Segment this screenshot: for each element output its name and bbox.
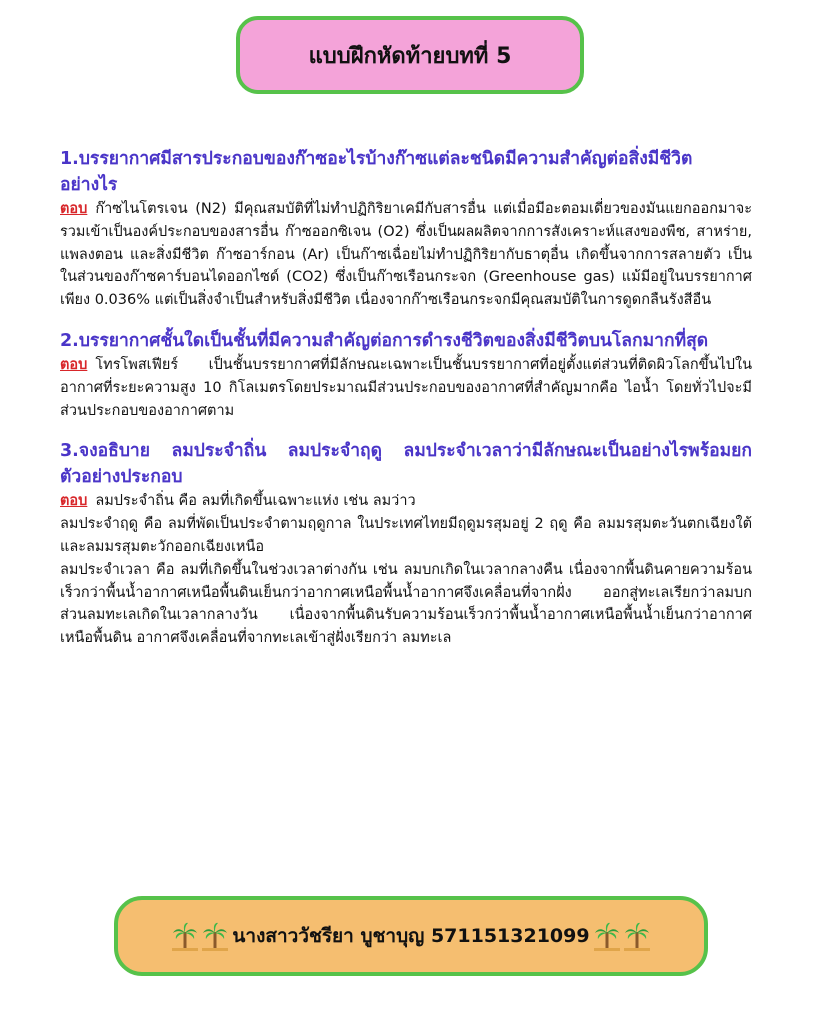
- question-text: 1.บรรยากาศมีสารประกอบของก๊าซอะไรบ้างก๊าซแต่ละชนิดมีความสำคัญต่อสิ่งมีชีวิต อย่างไร: [60, 149, 693, 195]
- palm-tree-icon: [172, 921, 198, 951]
- question-1: [60, 146, 752, 312]
- answer-text: ตอบ โทรโพสเฟียร์ เป็นชั้นบรรยากาศที่มีลักษณะเฉพาะเป็นชั้นบรรยากาศที่อยู่ตั้งแต่ส่วนที่ติดผิวโลกขึ้นไปในอากาศที่ระยะความสูง 10 กิโลเมตรโดยประมาณมีส่วนประกอบของอากาศที่สำคัญมากคือ ไอน้ำ โดยทั่วไปจะมีส่วนประกอบของอากาศตาม: [60, 356, 752, 419]
- palm-tree-icon: [594, 921, 620, 951]
- question-2: [60, 328, 752, 422]
- answer-text: ตอบ ก๊าซไนโตรเจน (N2) มีคุณสมบัติที่ไม่ทำปฏิกิริยาเคมีกับสารอื่น แต่เมื่อมีอะตอมเดี่ยวของมันแยกออกมาจะรวมเข้าเป็นองค์ประกอบของสารอื่น ก๊าซออกซิเจน (O2) ซึ่งเป็นผลผลิตจากการสังเคราะห์แสงของพืช, สาหร่าย, แพลงตอน และสิ่งมีชีวิต ก๊าซอาร์กอน (Ar) เป็นก๊าซเฉื่อยไม่ทำปฏิกิริยากับธาตุอื่น เกิดขึ้นจากการสลายตัว เป็นในส่วนของก๊าซคาร์บอนไดออกไซด์ (CO2) ซึ่งเป็นก๊าซเรือนกระจก (Greenhouse gas) แม้มีอยู่ในบรรยากาศเพียง 0.036% แต่เป็นสิ่งจำเป็นสำหรับสิ่งมีชีวิต เนื่องจากก๊าซเรือนกระจกมีคุณสมบัติในการดูดกลืนรังสีอืน: [60, 201, 752, 309]
- answer-text: ลมประจำเวลา คือ ลมที่เกิดขึ้นในช่วงเวลาต่างกัน เช่น ลมบกเกิดในเวลากลางคืน เนื่องจากพื้นดินคายความร้อนเร็วกว่าพื้นน้ำอากาศเหนือพื้นดินเย็นกว่าอากาศเหนือพื้นน้ำอากาศจึงเคลื่อนที่จากฝั่ง ออกสู่ทะเลเรียกว่าลมบก ส่วนลมทะเลเกิดในเวลากลางวัน เนื่องจากพื้นดินรับความร้อนเร็วกว่าพื้นน้ำอากาศเหนือพื้นน้ำเย็นกว่าอากาศ เหนือพื้นดิน อากาศจึงเคลื่อนที่จากทะเลเข้าสู่ฝั่งเรียกว่า ลมทะเล: [60, 561, 752, 647]
- question-text: 2.บรรยากาศชั้นใดเป็นชั้นที่มีความสำคัญต่อการดำรงชีวิตของสิ่งมีชีวิตบนโลกมากที่สุด: [60, 330, 709, 351]
- author-name: นางสาววัชรียา บูชาบุญ 571151321099: [232, 925, 590, 947]
- answer-label: ตอบ: [60, 201, 88, 217]
- exercise-content: [60, 146, 752, 666]
- palm-tree-icon: [202, 921, 228, 951]
- palm-tree-icon: [624, 921, 650, 951]
- answer-text: ลมประจำฤดู คือ ลมที่พัดเป็นประจำตามฤดูกาล ในประเทศไทยมีฤดูมรสุมอยู่ 2 ฤดู คือ ลมมรสุมตะวันตกเฉียงใต้ และลมมรสุมตะวักออกเฉียงเหนือ: [60, 516, 752, 555]
- page-title: แบบฝึกหัดท้ายบทที่ 5: [308, 43, 512, 69]
- answer-label: ตอบ: [60, 493, 88, 510]
- author-banner: [114, 896, 708, 976]
- answer-label: ตอบ: [60, 356, 88, 373]
- question-text: 3.จงอธิบาย ลมประจำถิ่น ลมประจำฤดู ลมประจำเวลาว่ามีลักษณะเป็นอย่างไรพร้อมยกตัวอย่างประกอบ: [60, 441, 752, 488]
- answer-text: ตอบ ลมประจำถิ่น คือ ลมที่เกิดขึ้นเฉพาะแห่ง เช่น ลมว่าว: [60, 493, 416, 510]
- title-banner: [236, 16, 584, 94]
- question-3: [60, 438, 752, 650]
